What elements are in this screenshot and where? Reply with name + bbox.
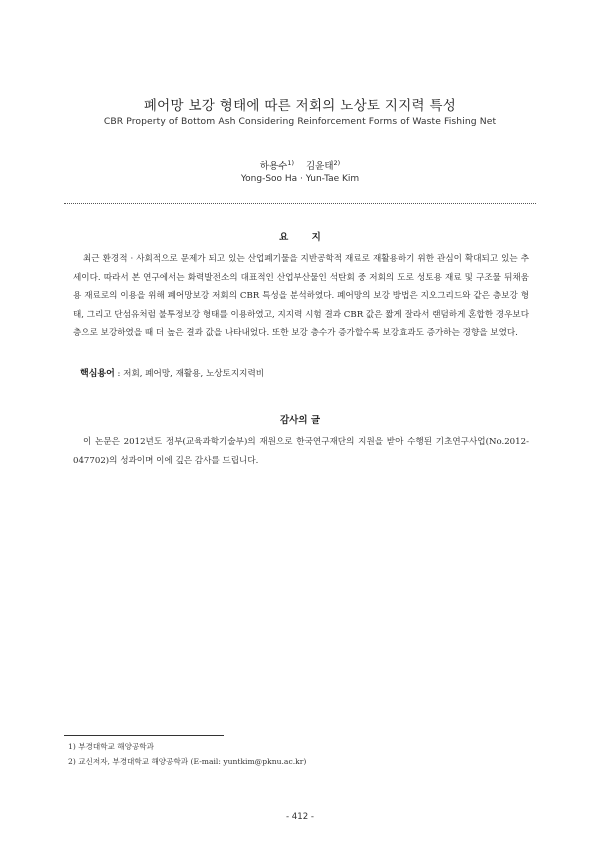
author-2-name: 김윤태 [306, 161, 334, 172]
footnote-2: 2) 교신저자, 부경대학교 해양공학과 (E-mail: yuntkim@pknu.ac.kr) [68, 757, 307, 766]
author-names-korean [0, 158, 600, 172]
author-1-footnote-mark: 1) [287, 159, 294, 167]
acknowledgement-heading: 감사의 글 [279, 415, 320, 426]
paper-title-korean: 폐어망 보강 형태에 따른 저회의 노상토 지지력 특성 [143, 98, 457, 114]
keywords-text: 저회, 폐어망, 재활용, 노상토지지력비 [123, 369, 265, 379]
page-number: - 412 - [285, 812, 315, 822]
footnote-divider [64, 735, 224, 736]
keywords-line [80, 366, 530, 379]
abstract-body [73, 250, 529, 343]
author-1-name: 하용수 [259, 161, 288, 172]
acknowledgement-body [73, 433, 529, 470]
paper-title-english: CBR Property of Bottom Ash Considering Reinforcement Forms of Waste Fishing Net [103, 116, 497, 127]
header-divider [64, 203, 536, 204]
author-2-footnote-mark: 2) [333, 159, 341, 167]
abstract-text: 최근 환경적 · 사회적으로 문제가 되고 있는 산업폐기물을 지반공학적 재료로 재활용하기 위한 관심이 확대되고 있는 추세이다. 따라서 본 연구에서는 화력발전소의 대표적인 산업부산물인 석탄회 중 저회의 도로 성토용 재료 및 구조물 뒤채움용 재료로의 이용을 위해 폐어망보강 저회의 CBR 특성을 분석하였다. 폐어망의 보강 방법은 지오그리드와 같은 층보강 형태, 그리고 단섬유처럼 불투정보강 형태를 이용하였고, 지지력 시험 결과 CBR 값은 짧게 잘라서 랜덤하게 혼합한 경우보다 층으로 보강하였을 때 더 높은 결과 값을 나타내었다. 또한 보강 층수가 증가할수록 보강효과도 증가하는 경향을 보였다. [73, 254, 529, 339]
acknowledgement-text: 이 논문은 2012년도 정부(교육과학기술부)의 재원으로 한국연구재단의 지원을 받아 수행된 기초연구사업(No.2012-047702)의 성과이며 이에 깊은 감사를 드립니다. [73, 437, 529, 466]
footnote-1: 1) 부경대학교 해양공학과 [68, 742, 154, 751]
keywords-label: 핵심용어 [80, 369, 115, 379]
author-names-english: Yong-Soo Ha · Yun-Tae Kim [240, 174, 360, 184]
abstract-heading: 요 지 [279, 232, 331, 243]
keywords-separator: : [114, 369, 124, 379]
